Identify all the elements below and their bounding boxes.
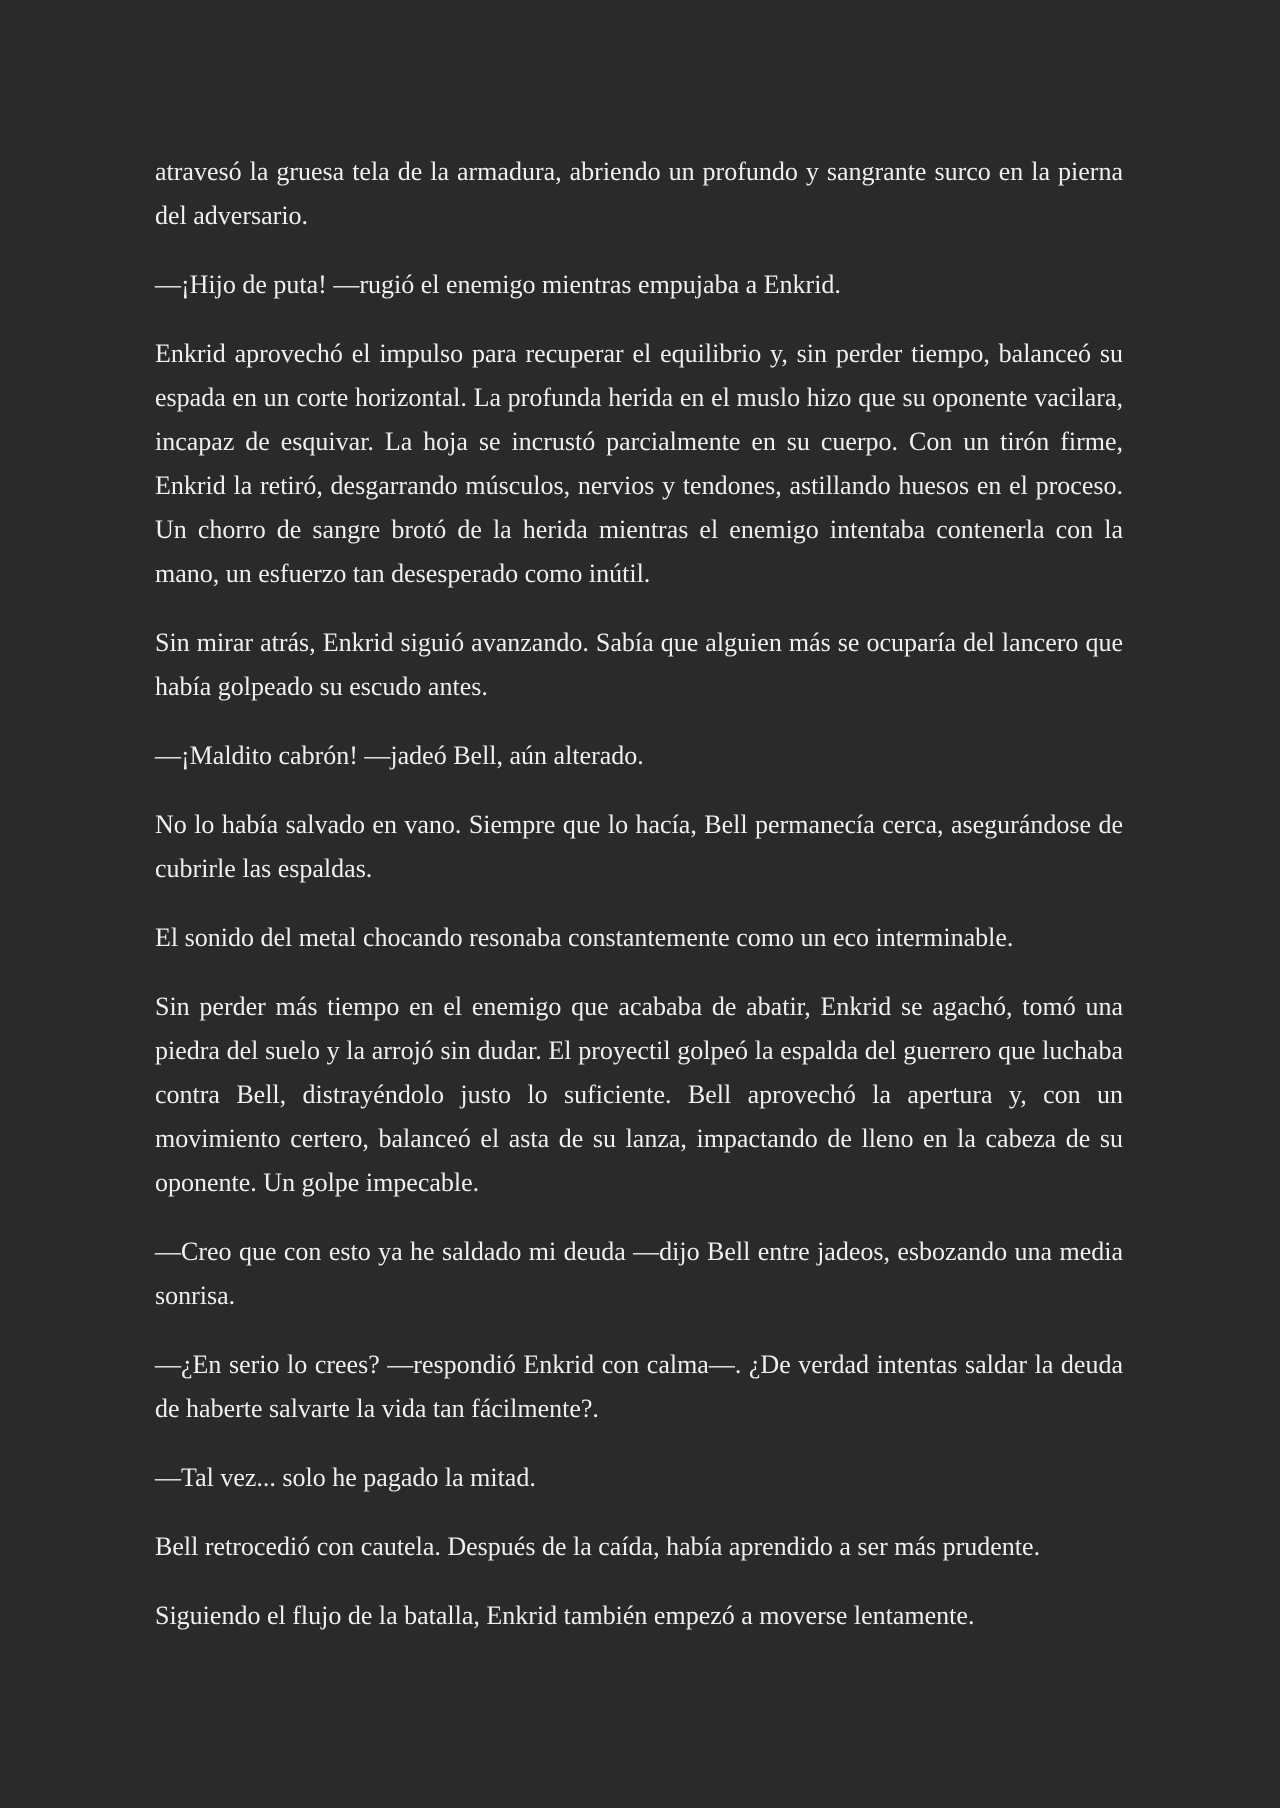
paragraph: atravesó la gruesa tela de la armadura, abriendo un profundo y sangrante surco en la pierna del adversario.	[155, 157, 1123, 230]
paragraph: —¿En serio lo crees? —respondió Enkrid con calma—. ¿De verdad intentas saldar la deuda de haberte salvarte la vida tan fácilmente?.	[155, 1350, 1123, 1423]
paragraph: —Creo que con esto ya he saldado mi deuda —dijo Bell entre jadeos, esbozando una media sonrisa.	[155, 1237, 1123, 1310]
paragraph: No lo había salvado en vano. Siempre que lo hacía, Bell permanecía cerca, asegurándose de cubrirle las espaldas.	[155, 810, 1123, 883]
paragraph: Enkrid aprovechó el impulso para recuperar el equilibrio y, sin perder tiempo, balanceó su espada en un corte horizontal. La profunda herida en el muslo hizo que su oponente vacilara, incapaz de esquivar. La hoja se incrustó parcialmente en su cuerpo. Con un tirón firme, Enkrid la retiró, desgarrando músculos, nervios y tendones, astillando huesos en el proceso. Un chorro de sangre brotó de la herida mientras el enemigo intentaba contenerla con la mano, un esfuerzo tan desesperado como inútil.	[155, 339, 1123, 588]
paragraph: Sin mirar atrás, Enkrid siguió avanzando. Sabía que alguien más se ocuparía del lancero que había golpeado su escudo antes.	[155, 628, 1123, 701]
paragraph: Bell retrocedió con cautela. Después de la caída, había aprendido a ser más prudente.	[155, 1532, 1041, 1561]
paragraph: —¡Hijo de puta! —rugió el enemigo mientras empujaba a Enkrid.	[155, 270, 841, 299]
document-page	[155, 150, 1123, 1663]
paragraph: —¡Maldito cabrón! —jadeó Bell, aún alterado.	[155, 741, 644, 770]
paragraph: El sonido del metal chocando resonaba constantemente como un eco interminable.	[155, 923, 1014, 952]
paragraph: Siguiendo el flujo de la batalla, Enkrid también empezó a moverse lentamente.	[155, 1601, 975, 1630]
paragraph: Sin perder más tiempo en el enemigo que acababa de abatir, Enkrid se agachó, tomó una piedra del suelo y la arrojó sin dudar. El proyectil golpeó la espalda del guerrero que luchaba contra Bell, distrayéndolo justo lo suficiente. Bell aprovechó la apertura y, con un movimiento certero, balanceó el asta de su lanza, impactando de lleno en la cabeza de su oponente. Un golpe impecable.	[155, 992, 1123, 1197]
paragraph: —Tal vez... solo he pagado la mitad.	[155, 1463, 536, 1492]
